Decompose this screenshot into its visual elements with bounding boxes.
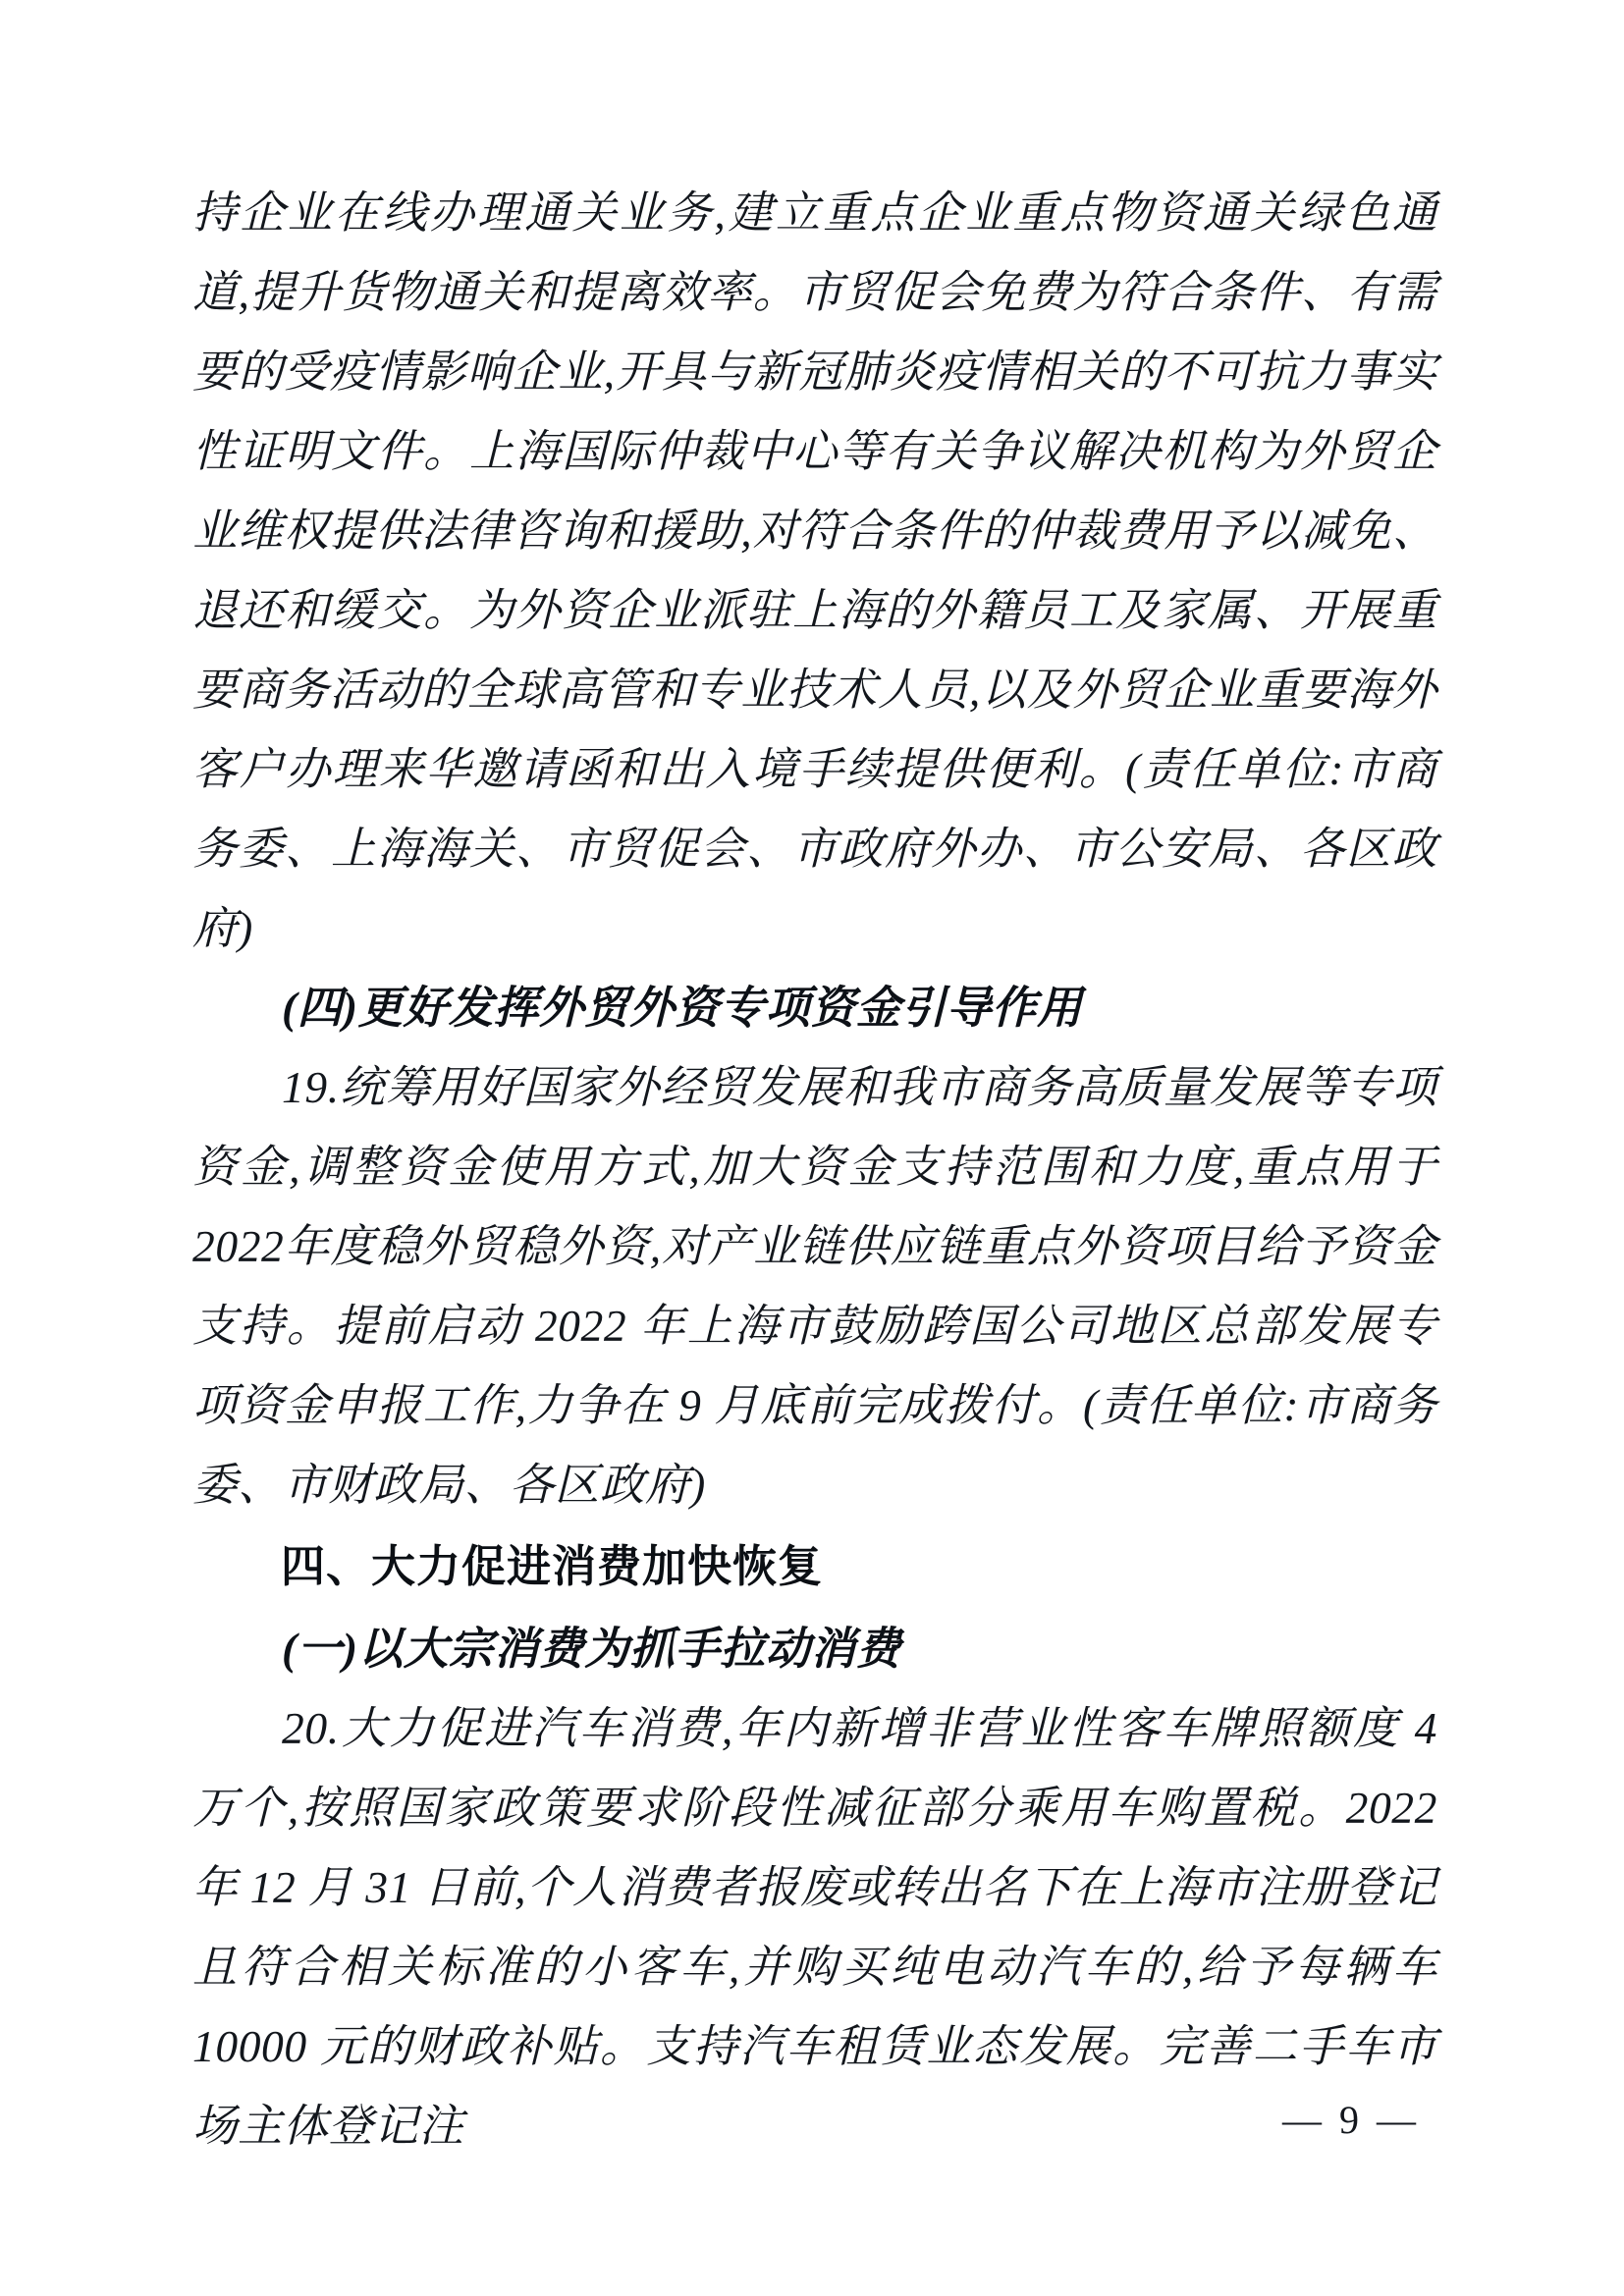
- item-20-paragraph: 20.大力促进汽车消费,年内新增非营业性客车牌照额度 4 万个,按照国家政策要求阶段性减征部分乘用车购置税。2022 年 12 月 31 日前,个人消费者报废或转出名下在上海市注册登记且符合相关标准的小客车,并购买纯电动汽车的,给予每辆车 10000 元的财政补贴。支持汽车租赁业态发展。完善二手车市场主体登记注: [192, 1703, 1437, 2151]
- page-content: [192, 173, 1437, 2165]
- subheading-four-foreign-trade-funds: (四)更好发挥外贸外资专项资金引导作用: [282, 983, 1083, 1033]
- section-heading-four-consumption: 四、大力促进消费加快恢复: [281, 1540, 824, 1592]
- page-number: — 9 —: [1282, 2098, 1420, 2142]
- paragraph-continued: 持企业在线办理通关业务,建立重点企业重点物资通关绿色通道,提升货物通关和提离效率。市贸促会免费为符合条件、有需要的受疫情影响企业,开具与新冠肺炎疫情相关的不可抗力事实性证明文件。上海国际仲裁中心等有关争议解决机构为外贸企业维权提供法律咨询和援助,对符合条件的仲裁费用予以减免、退还和缓交。为外资企业派驻上海的外籍员工及家属、开展重要商务活动的全球高管和专业技术人员,以及外贸企业重要海外客户办理来华邀请函和出入境手续提供便利。(责任单位:市商务委、上海海关、市贸促会、市政府外办、市公安局、各区政府): [192, 187, 1437, 953]
- item-19-paragraph: 19.统筹用好国家外经贸发展和我市商务高质量发展等专项资金,调整资金使用方式,加大资金支持范围和力度,重点用于2022年度稳外贸稳外资,对产业链供应链重点外资项目给予资金支持。提前启动 2022 年上海市鼓励跨国公司地区总部发展专项资金申报工作,力争在 9 月底前完成拨付。(责任单位:市商务委、市财政局、各区政府): [192, 1062, 1437, 1510]
- subheading-one-bulk-consumption: (一)以大宗消费为抓手拉动消费: [282, 1624, 901, 1674]
